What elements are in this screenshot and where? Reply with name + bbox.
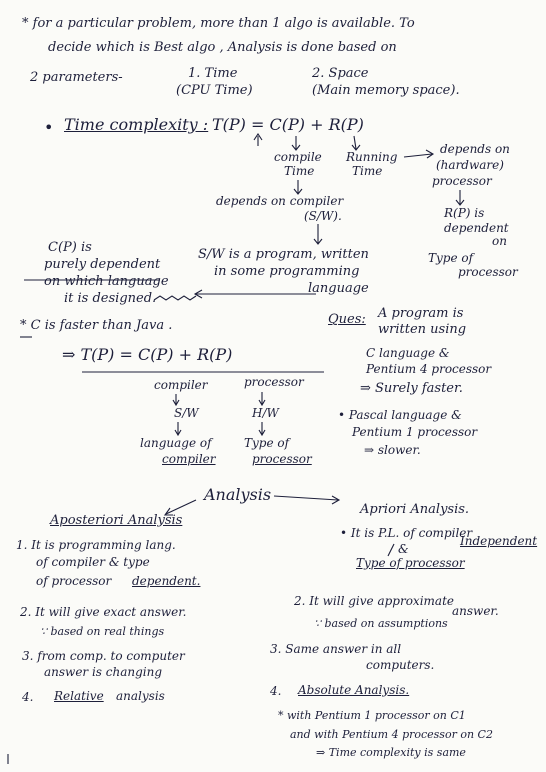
post-point-3-a: 3. from comp. to computer bbox=[22, 649, 185, 663]
pri-point-3-a: 3. Same answer in all bbox=[270, 642, 402, 656]
sw-program-2: in some programming bbox=[214, 264, 360, 279]
post-point-2-a: 2. It will give exact answer. bbox=[20, 605, 187, 619]
post-point-1-dependent: dependent. bbox=[132, 574, 201, 588]
depends-compiler-1: depends on compiler bbox=[216, 194, 344, 208]
ques-line-1: A program is bbox=[378, 306, 464, 321]
intro-line-2: decide which is Best algo , Analysis is done based on bbox=[48, 40, 397, 55]
tc-equation: T(P) = C(P) + R(P) bbox=[212, 115, 364, 134]
intro-line-3: 2 parameters- bbox=[30, 70, 123, 85]
pri-point-1-b: & bbox=[398, 542, 409, 556]
pri-point-3-b: computers. bbox=[366, 658, 435, 672]
post-point-1-c: of processor bbox=[36, 574, 112, 588]
param-time: 1. Time bbox=[188, 66, 238, 81]
tp-compiler-2: compiler bbox=[162, 452, 216, 466]
compile-label: compile bbox=[274, 150, 322, 164]
post-point-4-num: 4. bbox=[22, 690, 34, 704]
c-faster-note: * C is faster than Java . bbox=[20, 318, 173, 333]
tp-compiler: compiler bbox=[154, 378, 208, 392]
depends-hw-1: depends on bbox=[440, 142, 510, 156]
pri-point-1-a: • It is P.L. of compiler bbox=[340, 526, 473, 540]
ques-line-8: ⇒ slower. bbox=[364, 443, 421, 457]
sw-program-1: S/W is a program, written bbox=[198, 247, 369, 262]
cp-dependent-3: on which language bbox=[44, 274, 169, 289]
running-label: Running bbox=[346, 150, 398, 164]
pri-point-4-num: 4. bbox=[270, 684, 282, 698]
post-point-3-b: answer is changing bbox=[44, 665, 163, 679]
pri-independent: Independent bbox=[460, 534, 538, 548]
rp-dependent-2: dependent bbox=[444, 221, 509, 235]
post-point-4-rest: analysis bbox=[116, 689, 165, 703]
cp-dependent-4: it is designed. bbox=[64, 291, 157, 306]
pri-point-2-b: answer. bbox=[452, 604, 499, 618]
depends-hw-3: processor bbox=[432, 174, 492, 188]
type-processor-1: Type of bbox=[428, 251, 474, 265]
type-processor-2: processor bbox=[458, 265, 518, 279]
pri-point-2-c: ∵ based on assumptions bbox=[314, 617, 448, 630]
cp-dependent-1: C(P) is bbox=[48, 240, 92, 255]
sw-program-3: language bbox=[308, 281, 369, 296]
ques-label: Ques: bbox=[328, 312, 366, 327]
tp-sw: S/W bbox=[174, 406, 199, 420]
pri-point-5-c: ⇒ Time complexity is same bbox=[316, 746, 466, 759]
tp-processor: processor bbox=[244, 375, 304, 389]
post-point-4-relative: Relative bbox=[54, 689, 104, 703]
intro-line-1: * for a particular problem, more than 1 algo is available. To bbox=[22, 16, 415, 31]
tp-type-of: Type of bbox=[244, 436, 290, 450]
post-point-1-a: 1. It is programming lang. bbox=[16, 538, 176, 552]
ques-line-3: C language & bbox=[366, 346, 450, 360]
depends-hw-2: (hardware) bbox=[436, 158, 504, 172]
ques-line-4: Pentium 4 processor bbox=[366, 362, 492, 376]
pri-point-5-a: * with Pentium 1 processor on C1 bbox=[278, 709, 466, 722]
ques-line-5: ⇒ Surely faster. bbox=[360, 381, 463, 396]
tp-processor-2: processor bbox=[252, 452, 312, 466]
tc-bullet: • bbox=[44, 118, 54, 137]
pri-point-5-b: and with Pentium 4 processor on C2 bbox=[290, 728, 493, 741]
cp-dependent-2: purely dependent bbox=[44, 257, 161, 272]
ques-line-2: written using bbox=[378, 322, 467, 337]
rp-dependent-1: R(P) is bbox=[444, 206, 485, 220]
priori-title: Apriori Analysis. bbox=[360, 502, 470, 517]
ques-line-6: • Pascal language & bbox=[338, 408, 462, 422]
compile-time-label: Time bbox=[284, 164, 315, 178]
tp-hw: H/W bbox=[252, 406, 279, 420]
post-point-1-b: of compiler & type bbox=[36, 555, 150, 569]
running-time-label: Time bbox=[352, 164, 383, 178]
depends-compiler-2: (S/W). bbox=[304, 209, 342, 223]
analysis-title: Analysis bbox=[204, 485, 272, 504]
ques-line-7: Pentium 1 processor bbox=[352, 425, 478, 439]
posteriori-title: Aposteriori Analysis bbox=[50, 513, 183, 528]
post-point-2-b: ∵ based on real things bbox=[40, 625, 165, 638]
pri-point-4-label: Absolute Analysis. bbox=[298, 683, 410, 697]
tc-label: Time complexity : bbox=[64, 115, 209, 134]
rp-dependent-3: on bbox=[492, 234, 507, 248]
tp-equation: ⇒ T(P) = C(P) + R(P) bbox=[62, 345, 233, 364]
param-space-note: (Main memory space). bbox=[312, 83, 460, 98]
tp-language-of: language of bbox=[140, 436, 212, 450]
param-time-note: (CPU Time) bbox=[176, 83, 253, 98]
param-space: 2. Space bbox=[312, 66, 369, 81]
pri-point-1-c: Type of processor bbox=[356, 556, 465, 570]
pri-point-2-a: 2. It will give approximate bbox=[294, 594, 454, 608]
